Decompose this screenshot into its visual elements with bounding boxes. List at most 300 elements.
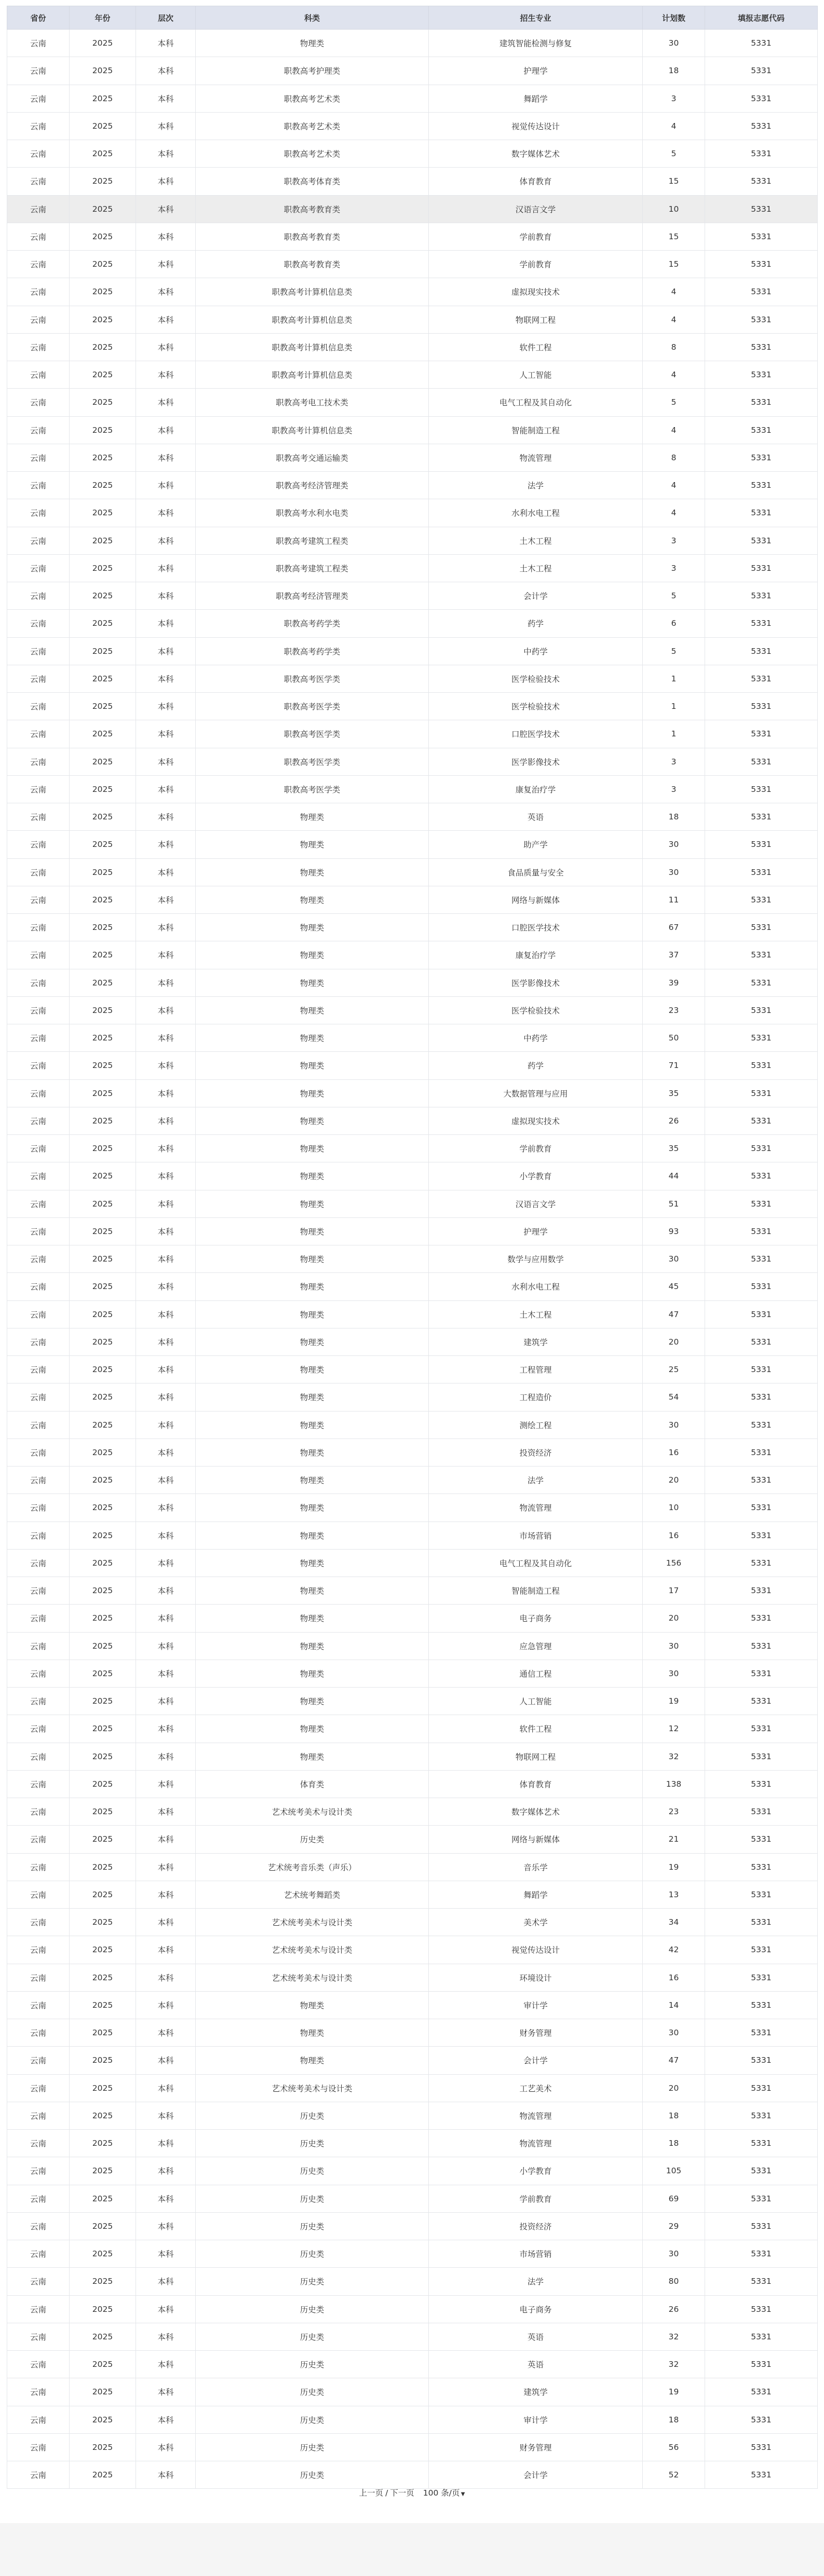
header-year: 年份 bbox=[70, 6, 136, 30]
cell-application-code: 5331 bbox=[705, 1991, 818, 2019]
cell-province: 云南 bbox=[7, 444, 70, 471]
table-row bbox=[7, 2433, 818, 2461]
cell-category: 物理类 bbox=[196, 1494, 429, 1522]
cell-major: 视觉传达设计 bbox=[429, 1936, 643, 1964]
cell-major: 物流管理 bbox=[429, 2130, 643, 2157]
cell-plan-count: 42 bbox=[643, 1936, 705, 1964]
cell-province: 云南 bbox=[7, 1798, 70, 1826]
cell-year: 2025 bbox=[70, 1826, 136, 1853]
cell-province: 云南 bbox=[7, 1217, 70, 1245]
cell-plan-count: 56 bbox=[643, 2433, 705, 2461]
cell-application-code: 5331 bbox=[705, 1245, 818, 1273]
cell-year: 2025 bbox=[70, 886, 136, 913]
table-row bbox=[7, 720, 818, 748]
cell-major: 英语 bbox=[429, 803, 643, 831]
cell-level: 本科 bbox=[136, 720, 196, 748]
cell-category: 职教高考药学类 bbox=[196, 610, 429, 637]
cell-major: 法学 bbox=[429, 1467, 643, 1494]
cell-major: 市场营销 bbox=[429, 2240, 643, 2268]
cell-province: 云南 bbox=[7, 112, 70, 140]
prev-page-link[interactable]: 上一页 bbox=[359, 2488, 384, 2498]
cell-category: 职教高考教育类 bbox=[196, 223, 429, 250]
cell-application-code: 5331 bbox=[705, 1770, 818, 1798]
cell-province: 云南 bbox=[7, 499, 70, 527]
cell-year: 2025 bbox=[70, 2461, 136, 2489]
cell-application-code: 5331 bbox=[705, 886, 818, 913]
cell-plan-count: 15 bbox=[643, 251, 705, 278]
cell-year: 2025 bbox=[70, 1936, 136, 1964]
cell-plan-count: 35 bbox=[643, 1079, 705, 1107]
cell-year: 2025 bbox=[70, 30, 136, 57]
cell-level: 本科 bbox=[136, 2240, 196, 2268]
cell-level: 本科 bbox=[136, 2433, 196, 2461]
table-row bbox=[7, 1052, 818, 1079]
cell-major: 电气工程及其自动化 bbox=[429, 1549, 643, 1577]
cell-category: 职教高考医学类 bbox=[196, 720, 429, 748]
cell-application-code: 5331 bbox=[705, 278, 818, 306]
next-page-link[interactable]: 下一页 bbox=[390, 2488, 414, 2498]
cell-plan-count: 20 bbox=[643, 1467, 705, 1494]
cell-major: 音乐学 bbox=[429, 1853, 643, 1881]
cell-major: 医学检验技术 bbox=[429, 996, 643, 1024]
cell-application-code: 5331 bbox=[705, 472, 818, 499]
cell-level: 本科 bbox=[136, 1411, 196, 1438]
cell-major: 市场营销 bbox=[429, 1522, 643, 1549]
cell-plan-count: 30 bbox=[643, 2240, 705, 2268]
cell-plan-count: 34 bbox=[643, 1909, 705, 1936]
cell-province: 云南 bbox=[7, 2019, 70, 2047]
table-row bbox=[7, 914, 818, 941]
cell-plan-count: 8 bbox=[643, 333, 705, 361]
cell-level: 本科 bbox=[136, 1770, 196, 1798]
cell-category: 职教高考经济管理类 bbox=[196, 472, 429, 499]
cell-year: 2025 bbox=[70, 2074, 136, 2102]
cell-category: 物理类 bbox=[196, 1383, 429, 1411]
cell-plan-count: 21 bbox=[643, 1826, 705, 1853]
cell-province: 云南 bbox=[7, 665, 70, 692]
cell-year: 2025 bbox=[70, 85, 136, 112]
footer-area bbox=[0, 2523, 824, 2576]
cell-plan-count: 156 bbox=[643, 1549, 705, 1577]
cell-level: 本科 bbox=[136, 140, 196, 168]
cell-major: 汉语言文学 bbox=[429, 195, 643, 223]
cell-application-code: 5331 bbox=[705, 2461, 818, 2489]
cell-major: 食品质量与安全 bbox=[429, 858, 643, 886]
cell-level: 本科 bbox=[136, 1549, 196, 1577]
cell-province: 云南 bbox=[7, 361, 70, 389]
cell-major: 物流管理 bbox=[429, 444, 643, 471]
cell-major: 体育教育 bbox=[429, 168, 643, 195]
cell-level: 本科 bbox=[136, 554, 196, 582]
table-header bbox=[7, 6, 818, 30]
cell-major: 学前教育 bbox=[429, 1135, 643, 1162]
cell-plan-count: 69 bbox=[643, 2185, 705, 2212]
cell-application-code: 5331 bbox=[705, 1909, 818, 1936]
cell-application-code: 5331 bbox=[705, 1024, 818, 1052]
cell-category: 历史类 bbox=[196, 2295, 429, 2323]
cell-year: 2025 bbox=[70, 57, 136, 85]
cell-plan-count: 30 bbox=[643, 858, 705, 886]
cell-level: 本科 bbox=[136, 1826, 196, 1853]
table-row bbox=[7, 1107, 818, 1134]
cell-level: 本科 bbox=[136, 389, 196, 416]
cell-major: 药学 bbox=[429, 610, 643, 637]
cell-category: 物理类 bbox=[196, 1079, 429, 1107]
cell-province: 云南 bbox=[7, 306, 70, 333]
cell-application-code: 5331 bbox=[705, 140, 818, 168]
table-row bbox=[7, 1909, 818, 1936]
cell-level: 本科 bbox=[136, 416, 196, 444]
cell-major: 数字媒体艺术 bbox=[429, 1798, 643, 1826]
cell-plan-count: 4 bbox=[643, 306, 705, 333]
cell-year: 2025 bbox=[70, 803, 136, 831]
cell-application-code: 5331 bbox=[705, 1743, 818, 1770]
cell-major: 工程造价 bbox=[429, 1383, 643, 1411]
cell-level: 本科 bbox=[136, 278, 196, 306]
cell-level: 本科 bbox=[136, 1052, 196, 1079]
cell-major: 智能制造工程 bbox=[429, 1577, 643, 1605]
cell-level: 本科 bbox=[136, 1688, 196, 1715]
cell-plan-count: 1 bbox=[643, 665, 705, 692]
cell-year: 2025 bbox=[70, 444, 136, 471]
table-row bbox=[7, 1190, 818, 1217]
table-row bbox=[7, 333, 818, 361]
cell-major: 测绘工程 bbox=[429, 1411, 643, 1438]
cell-level: 本科 bbox=[136, 251, 196, 278]
cell-major: 物联网工程 bbox=[429, 1743, 643, 1770]
cell-plan-count: 25 bbox=[643, 1356, 705, 1383]
page-size-select[interactable] bbox=[423, 2488, 460, 2498]
cell-year: 2025 bbox=[70, 1190, 136, 1217]
cell-province: 云南 bbox=[7, 195, 70, 223]
cell-major: 建筑学 bbox=[429, 1328, 643, 1355]
cell-category: 职教高考计算机信息类 bbox=[196, 333, 429, 361]
table-row bbox=[7, 416, 818, 444]
cell-province: 云南 bbox=[7, 554, 70, 582]
cell-major: 软件工程 bbox=[429, 1715, 643, 1743]
cell-application-code: 5331 bbox=[705, 1328, 818, 1355]
cell-province: 云南 bbox=[7, 2323, 70, 2350]
cell-level: 本科 bbox=[136, 1467, 196, 1494]
table-row bbox=[7, 2047, 818, 2074]
cell-year: 2025 bbox=[70, 472, 136, 499]
cell-province: 云南 bbox=[7, 1245, 70, 1273]
cell-year: 2025 bbox=[70, 1964, 136, 1991]
cell-plan-count: 19 bbox=[643, 1688, 705, 1715]
table-row bbox=[7, 969, 818, 996]
table-row bbox=[7, 996, 818, 1024]
cell-province: 云南 bbox=[7, 416, 70, 444]
cell-province: 云南 bbox=[7, 30, 70, 57]
cell-level: 本科 bbox=[136, 57, 196, 85]
cell-year: 2025 bbox=[70, 2295, 136, 2323]
cell-province: 云南 bbox=[7, 858, 70, 886]
table-row bbox=[7, 1991, 818, 2019]
table-row bbox=[7, 1549, 818, 1577]
cell-plan-count: 20 bbox=[643, 1328, 705, 1355]
cell-major: 投资经济 bbox=[429, 1438, 643, 1466]
cell-plan-count: 4 bbox=[643, 499, 705, 527]
cell-level: 本科 bbox=[136, 195, 196, 223]
cell-plan-count: 18 bbox=[643, 2130, 705, 2157]
cell-year: 2025 bbox=[70, 1853, 136, 1881]
cell-year: 2025 bbox=[70, 1715, 136, 1743]
admission-plan-table-wrapper bbox=[7, 6, 817, 2489]
cell-application-code: 5331 bbox=[705, 1438, 818, 1466]
cell-province: 云南 bbox=[7, 969, 70, 996]
cell-plan-count: 26 bbox=[643, 2295, 705, 2323]
cell-major: 视觉传达设计 bbox=[429, 112, 643, 140]
cell-category: 历史类 bbox=[196, 2130, 429, 2157]
cell-category: 历史类 bbox=[196, 2433, 429, 2461]
cell-level: 本科 bbox=[136, 2130, 196, 2157]
cell-major: 大数据管理与应用 bbox=[429, 1079, 643, 1107]
cell-year: 2025 bbox=[70, 1245, 136, 1273]
cell-plan-count: 16 bbox=[643, 1522, 705, 1549]
cell-province: 云南 bbox=[7, 1107, 70, 1134]
cell-application-code: 5331 bbox=[705, 914, 818, 941]
cell-application-code: 5331 bbox=[705, 941, 818, 969]
cell-year: 2025 bbox=[70, 527, 136, 554]
cell-application-code: 5331 bbox=[705, 1190, 818, 1217]
cell-application-code: 5331 bbox=[705, 195, 818, 223]
cell-category: 物理类 bbox=[196, 1660, 429, 1687]
cell-application-code: 5331 bbox=[705, 1964, 818, 1991]
cell-category: 历史类 bbox=[196, 2185, 429, 2212]
cell-application-code: 5331 bbox=[705, 2378, 818, 2406]
cell-plan-count: 4 bbox=[643, 278, 705, 306]
cell-province: 云南 bbox=[7, 914, 70, 941]
cell-province: 云南 bbox=[7, 2351, 70, 2378]
cell-major: 学前教育 bbox=[429, 2185, 643, 2212]
table-row bbox=[7, 1356, 818, 1383]
cell-application-code: 5331 bbox=[705, 720, 818, 748]
table-row bbox=[7, 444, 818, 471]
cell-application-code: 5331 bbox=[705, 416, 818, 444]
cell-category: 职教高考艺术类 bbox=[196, 140, 429, 168]
cell-major: 汉语言文学 bbox=[429, 1190, 643, 1217]
table-row bbox=[7, 2074, 818, 2102]
cell-major: 康复治疗学 bbox=[429, 775, 643, 803]
cell-province: 云南 bbox=[7, 1936, 70, 1964]
header-plan-count: 计划数 bbox=[643, 6, 705, 30]
cell-year: 2025 bbox=[70, 1438, 136, 1466]
cell-province: 云南 bbox=[7, 1909, 70, 1936]
cell-major: 建筑智能检测与修复 bbox=[429, 30, 643, 57]
cell-plan-count: 14 bbox=[643, 1991, 705, 2019]
cell-year: 2025 bbox=[70, 2351, 136, 2378]
cell-category: 物理类 bbox=[196, 1300, 429, 1328]
cell-category: 艺术统考美术与设计类 bbox=[196, 1964, 429, 1991]
cell-province: 云南 bbox=[7, 1356, 70, 1383]
cell-level: 本科 bbox=[136, 2461, 196, 2489]
cell-province: 云南 bbox=[7, 1826, 70, 1853]
cell-category: 物理类 bbox=[196, 1356, 429, 1383]
cell-plan-count: 15 bbox=[643, 168, 705, 195]
table-row bbox=[7, 693, 818, 720]
cell-year: 2025 bbox=[70, 1383, 136, 1411]
cell-plan-count: 29 bbox=[643, 2212, 705, 2240]
cell-plan-count: 19 bbox=[643, 2378, 705, 2406]
cell-category: 职教高考经济管理类 bbox=[196, 582, 429, 610]
cell-year: 2025 bbox=[70, 1549, 136, 1577]
cell-category: 物理类 bbox=[196, 831, 429, 858]
cell-level: 本科 bbox=[136, 1964, 196, 1991]
cell-province: 云南 bbox=[7, 2185, 70, 2212]
cell-application-code: 5331 bbox=[705, 1660, 818, 1687]
cell-major: 物联网工程 bbox=[429, 306, 643, 333]
cell-year: 2025 bbox=[70, 168, 136, 195]
cell-year: 2025 bbox=[70, 1522, 136, 1549]
table-row bbox=[7, 1494, 818, 1522]
cell-major: 小学教育 bbox=[429, 2157, 643, 2185]
cell-major: 智能制造工程 bbox=[429, 416, 643, 444]
cell-province: 云南 bbox=[7, 1964, 70, 1991]
cell-category: 职教高考电工技术类 bbox=[196, 389, 429, 416]
cell-level: 本科 bbox=[136, 1936, 196, 1964]
cell-application-code: 5331 bbox=[705, 1217, 818, 1245]
cell-level: 本科 bbox=[136, 1273, 196, 1300]
cell-level: 本科 bbox=[136, 1605, 196, 1632]
cell-level: 本科 bbox=[136, 2074, 196, 2102]
cell-application-code: 5331 bbox=[705, 1577, 818, 1605]
table-row bbox=[7, 610, 818, 637]
cell-category: 物理类 bbox=[196, 996, 429, 1024]
table-row bbox=[7, 1964, 818, 1991]
table-row bbox=[7, 2323, 818, 2350]
cell-application-code: 5331 bbox=[705, 775, 818, 803]
cell-province: 云南 bbox=[7, 996, 70, 1024]
cell-level: 本科 bbox=[136, 2295, 196, 2323]
cell-major: 网络与新媒体 bbox=[429, 1826, 643, 1853]
cell-plan-count: 93 bbox=[643, 1217, 705, 1245]
table-body bbox=[7, 30, 818, 2489]
table-row bbox=[7, 85, 818, 112]
cell-application-code: 5331 bbox=[705, 223, 818, 250]
table-row bbox=[7, 941, 818, 969]
cell-category: 职教高考艺术类 bbox=[196, 112, 429, 140]
cell-major: 土木工程 bbox=[429, 527, 643, 554]
cell-plan-count: 23 bbox=[643, 1798, 705, 1826]
cell-plan-count: 32 bbox=[643, 2323, 705, 2350]
cell-province: 云南 bbox=[7, 389, 70, 416]
cell-category: 历史类 bbox=[196, 2212, 429, 2240]
table-row bbox=[7, 1881, 818, 1908]
cell-province: 云南 bbox=[7, 1688, 70, 1715]
cell-major: 英语 bbox=[429, 2351, 643, 2378]
cell-category: 职教高考水利水电类 bbox=[196, 499, 429, 527]
cell-category: 物理类 bbox=[196, 1438, 429, 1466]
header-row bbox=[7, 6, 818, 30]
table-row bbox=[7, 831, 818, 858]
cell-category: 历史类 bbox=[196, 2351, 429, 2378]
table-row bbox=[7, 2461, 818, 2489]
cell-year: 2025 bbox=[70, 223, 136, 250]
cell-year: 2025 bbox=[70, 112, 136, 140]
cell-plan-count: 44 bbox=[643, 1162, 705, 1190]
cell-plan-count: 35 bbox=[643, 1135, 705, 1162]
cell-category: 职教高考建筑工程类 bbox=[196, 554, 429, 582]
cell-category: 职教高考计算机信息类 bbox=[196, 278, 429, 306]
cell-level: 本科 bbox=[136, 2019, 196, 2047]
cell-plan-count: 16 bbox=[643, 1438, 705, 1466]
cell-plan-count: 6 bbox=[643, 610, 705, 637]
cell-level: 本科 bbox=[136, 1079, 196, 1107]
cell-level: 本科 bbox=[136, 1632, 196, 1660]
table-row bbox=[7, 1826, 818, 1853]
cell-level: 本科 bbox=[136, 1881, 196, 1908]
cell-category: 物理类 bbox=[196, 1632, 429, 1660]
cell-plan-count: 80 bbox=[643, 2268, 705, 2295]
cell-level: 本科 bbox=[136, 361, 196, 389]
cell-year: 2025 bbox=[70, 775, 136, 803]
table-row bbox=[7, 2157, 818, 2185]
table-row bbox=[7, 30, 818, 57]
cell-level: 本科 bbox=[136, 1798, 196, 1826]
cell-plan-count: 10 bbox=[643, 195, 705, 223]
table-row bbox=[7, 1162, 818, 1190]
cell-level: 本科 bbox=[136, 1135, 196, 1162]
cell-province: 云南 bbox=[7, 1494, 70, 1522]
cell-application-code: 5331 bbox=[705, 333, 818, 361]
chevron-down-icon: ▼ bbox=[461, 2491, 465, 2497]
cell-plan-count: 3 bbox=[643, 527, 705, 554]
table-row bbox=[7, 1798, 818, 1826]
cell-category: 体育类 bbox=[196, 1770, 429, 1798]
cell-plan-count: 3 bbox=[643, 554, 705, 582]
cell-level: 本科 bbox=[136, 748, 196, 775]
cell-category: 物理类 bbox=[196, 1467, 429, 1494]
cell-plan-count: 3 bbox=[643, 775, 705, 803]
cell-level: 本科 bbox=[136, 333, 196, 361]
header-application-code: 填报志愿代码 bbox=[705, 6, 818, 30]
cell-plan-count: 17 bbox=[643, 1577, 705, 1605]
cell-year: 2025 bbox=[70, 1217, 136, 1245]
cell-application-code: 5331 bbox=[705, 527, 818, 554]
table-row bbox=[7, 1577, 818, 1605]
table-row bbox=[7, 2240, 818, 2268]
cell-major: 助产学 bbox=[429, 831, 643, 858]
cell-application-code: 5331 bbox=[705, 2212, 818, 2240]
cell-plan-count: 52 bbox=[643, 2461, 705, 2489]
admission-plan-table bbox=[7, 6, 818, 2489]
cell-application-code: 5331 bbox=[705, 389, 818, 416]
cell-plan-count: 23 bbox=[643, 996, 705, 1024]
cell-level: 本科 bbox=[136, 1300, 196, 1328]
cell-plan-count: 54 bbox=[643, 1383, 705, 1411]
cell-province: 云南 bbox=[7, 1632, 70, 1660]
cell-application-code: 5331 bbox=[705, 1522, 818, 1549]
cell-year: 2025 bbox=[70, 195, 136, 223]
cell-category: 职教高考教育类 bbox=[196, 195, 429, 223]
cell-year: 2025 bbox=[70, 1494, 136, 1522]
table-row bbox=[7, 582, 818, 610]
cell-major: 医学影像技术 bbox=[429, 969, 643, 996]
cell-application-code: 5331 bbox=[705, 57, 818, 85]
cell-major: 美术学 bbox=[429, 1909, 643, 1936]
cell-year: 2025 bbox=[70, 499, 136, 527]
cell-major: 电气工程及其自动化 bbox=[429, 389, 643, 416]
cell-level: 本科 bbox=[136, 1190, 196, 1217]
cell-category: 物理类 bbox=[196, 1162, 429, 1190]
cell-level: 本科 bbox=[136, 582, 196, 610]
cell-category: 物理类 bbox=[196, 1245, 429, 1273]
header-major: 招生专业 bbox=[429, 6, 643, 30]
cell-major: 审计学 bbox=[429, 2406, 643, 2433]
table-row bbox=[7, 803, 818, 831]
cell-level: 本科 bbox=[136, 1743, 196, 1770]
cell-category: 物理类 bbox=[196, 30, 429, 57]
